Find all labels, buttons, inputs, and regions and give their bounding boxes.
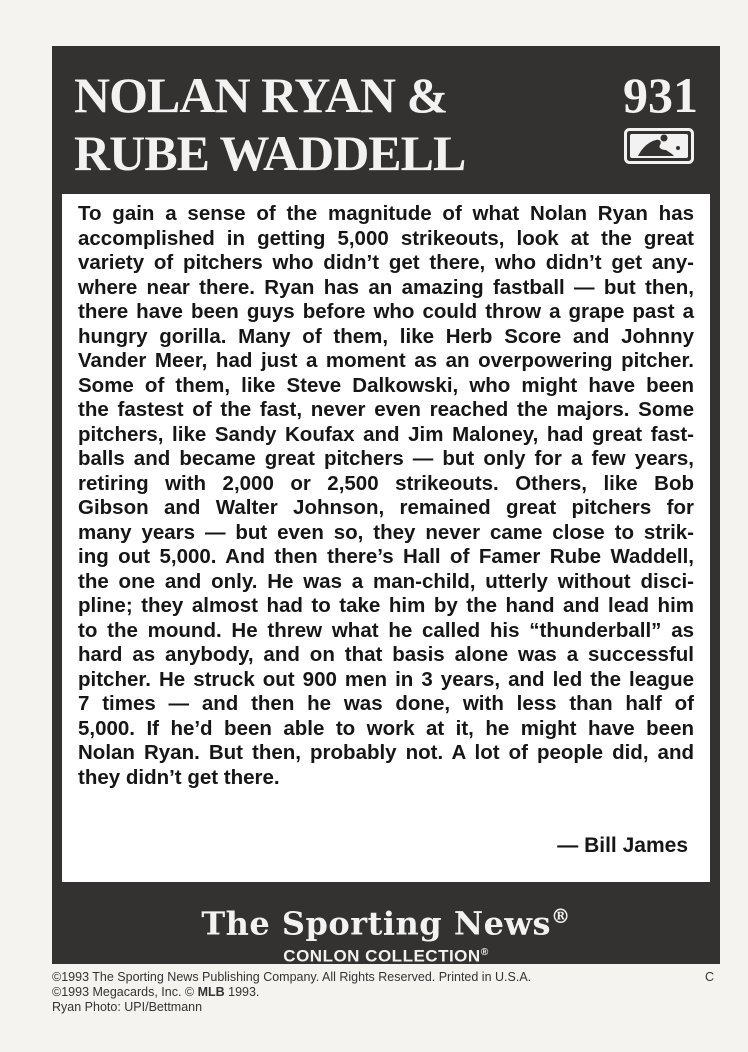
body-line: retiring with 2,000 or 2,500 strikeouts. Others, like Bob [78, 471, 694, 495]
body-line: Gibson and Walter Johnson, remained great pitchers for [78, 496, 694, 519]
copyright-line-2-prefix: ©1993 Megacards, Inc. © [52, 985, 198, 999]
attribution: — Bill James [557, 834, 688, 857]
card-title-line-1: NOLAN RYAN & [74, 67, 448, 123]
text-panel [62, 194, 710, 882]
mlb-mark: MLB [197, 985, 225, 999]
brand-sub [52, 943, 720, 967]
photo-credit: Ryan Photo: UPI/Bettmann [52, 1000, 203, 1014]
body-line: ing out 5,000. And then there’s Hall of Famer Rube Waddell, [78, 545, 694, 568]
brand-name [52, 898, 720, 943]
registered-mark: ® [550, 905, 571, 928]
body-line: where near there. Ryan has an amazing fastball — but then, [78, 275, 694, 299]
body-line: pitchers, like Sandy Koufax and Jim Maloney, had great fast- [78, 422, 694, 446]
body-line: variety of pitchers who didn’t get there, who didn’t get any- [78, 251, 694, 274]
body-line: the fastest of the fast, never even reached the majors. Some [78, 398, 694, 421]
body-line: the one and only. He was a man-child, utterly without disci- [78, 569, 694, 593]
body-line: many years — but even so, they never came close to strik- [78, 520, 694, 544]
body-line: pitcher. He struck out 900 men in 3 years, and led the league [78, 667, 694, 691]
body-line: Vander Meer, had just a moment as an overpowering pitcher. [78, 349, 694, 372]
body-line: they didn’t get there. [78, 765, 280, 789]
copyright-line-2-suffix: 1993. [224, 985, 260, 999]
card-frame [52, 46, 720, 964]
body-line: To gain a sense of the magnitude of what Nolan Ryan has [78, 202, 694, 225]
registered-mark-2: ® [480, 946, 489, 958]
copyright-line-2 [52, 985, 720, 1000]
brand-sub-text: CONLON COLLECTION [283, 946, 481, 966]
body-line: to the mound. He threw what he called his “thunderball” as [78, 618, 694, 642]
body-line: there have been guys before who could throw a grape past a [78, 300, 694, 323]
body-line: 5,000. If he’d been able to work at it, he might have been [78, 716, 694, 740]
body-line: balls and became great pitchers — but only for a few years, [78, 447, 694, 470]
fine-print [52, 970, 720, 1015]
body-line: pline; they almost had to take him by the hand and lead him [78, 594, 694, 617]
body-line: hard as anybody, and on that basis alone was a successful [78, 643, 694, 666]
body-line: 7 times — and then he was done, with less than half of [78, 692, 694, 715]
body-line: Some of them, like Steve Dalkowski, who might have been [78, 373, 694, 397]
copyright-line-1: ©1993 The Sporting News Publishing Company. All Rights Reserved. Printed in U.S.A. [52, 970, 532, 984]
card-code: C [704, 970, 714, 984]
mlb-logo-icon [624, 128, 694, 164]
body-text [78, 202, 694, 790]
body-line: Nolan Ryan. But then, probably not. A lot of people did, and [78, 741, 694, 764]
card-number: 931 [623, 67, 698, 123]
body-line: hungry gorilla. Many of them, like Herb Score and Johnny [78, 324, 694, 348]
brand-name-text: The Sporting News [201, 904, 551, 943]
card-title-line-2: RUBE WADDELL [74, 125, 466, 181]
brand-block [52, 898, 720, 966]
body-line: accomplished in getting 5,000 strikeouts, look at the great [78, 226, 694, 250]
